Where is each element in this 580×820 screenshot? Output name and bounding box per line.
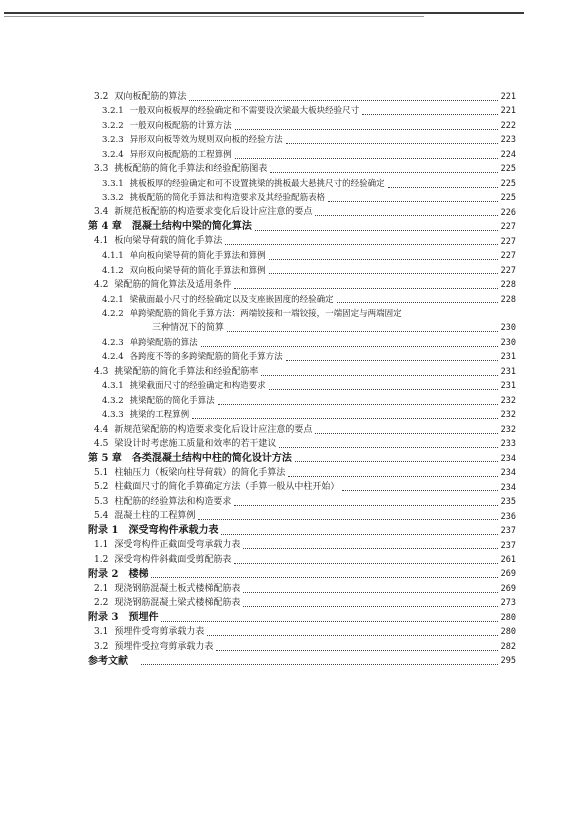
toc-chapter-entry [88,524,516,538]
toc-page-number: 231 [500,381,516,392]
toc-entry-title: 单跨梁配筋的算法 [129,337,198,348]
toc-entry [88,264,516,278]
toc-leader-dots [234,563,497,564]
toc-chapter-entry [88,452,516,466]
toc-entry-title: 异形双向板配筋的工程算例 [129,149,232,160]
toc-page-number: 234 [500,453,516,464]
toc-leader-dots [286,143,498,144]
toc-leader-dots [315,215,497,216]
toc-leader-dots [216,650,497,651]
toc-page-number: 273 [500,598,516,609]
toc-page-number: 236 [500,511,516,522]
toc-entry [88,437,516,451]
toc-leader-dots [218,404,498,405]
toc-entry [88,206,516,220]
toc-page-number: 227 [500,251,516,262]
toc-leader-dots [270,172,497,173]
toc-entry-title: 现浇钢筋混凝土板式楼梯配筋表 [114,583,241,594]
toc-entry [88,133,516,147]
toc-entry-title: 一般双向板配筋的计算方法 [129,120,232,131]
toc-page-number: 226 [500,207,516,218]
toc-entry-title: 挑梁的工程算例 [129,410,190,421]
toc-entry-title: 预埋件 [128,612,159,624]
toc-entry [88,191,516,205]
toc-entry-number: 4.1.1 [102,251,124,262]
toc-leader-dots [207,635,497,636]
toc-page-number: 221 [500,106,516,117]
toc-leader-dots [161,621,497,622]
toc-entry [88,278,516,292]
toc-entry-number: 4.5 [94,438,109,449]
toc-leader-dots [362,114,497,115]
toc-entry [88,350,516,364]
toc-entry-number: 3.2.1 [102,106,124,117]
toc-entry [88,293,516,307]
toc-page-number: 233 [500,439,516,450]
toc-entry-number: 参考文献 [88,655,128,667]
toc-entry-number: 3.2 [94,641,109,652]
toc-entry-number: 3.1 [94,627,109,638]
toc-entry-number: 3.2.3 [102,135,124,146]
toc-leader-dots [279,447,497,448]
toc-entry-title: 挑梁配筋的简化手算法和经验配筋率 [114,366,259,377]
toc-entry-title: 双向板配筋的算法 [114,91,187,102]
toc-chapter-entry [88,654,516,668]
toc-entry-title: 深受弯构件斜截面受剪配筋表 [114,554,232,565]
toc-page-number: 280 [500,612,516,623]
toc-page-number: 230 [500,323,516,334]
toc-entry-title: 板向梁导荷载的简化手算法 [114,236,223,247]
toc-entry [88,625,516,639]
toc-page-number: 232 [500,424,516,435]
toc-entry [88,249,516,263]
toc-entry-number: 4.3 [94,366,109,377]
toc-entry-title: 挑板配筋的简化手算法和构造要求及其经验配筋表格 [129,193,326,204]
toc-leader-dots [286,360,498,361]
toc-page-number: 227 [500,265,516,276]
toc-chapter-entry [88,611,516,625]
toc-entry [88,235,516,249]
toc-entry-title: 柱配筋的经验算法和构造要求 [114,496,232,507]
toc-entry [88,495,516,509]
toc-leader-dots [288,476,497,477]
toc-page-number: 230 [500,337,516,348]
toc-entry-title: 挑板板厚的经验确定和可不设置挑梁的挑板最大悬挑尺寸的经验确定 [129,178,385,189]
toc-entry-title: 楼梯 [128,568,149,580]
toc-page-number: 227 [500,222,516,233]
toc-leader-dots [328,201,497,202]
toc-leader-dots [261,375,497,376]
toc-entry-title: 三种情况下的简算 [152,323,225,334]
toc-entry-title: 预埋件受弯剪承载力表 [114,627,205,638]
toc-entry-title: 柱轴压力（板梁向柱导荷载）的简化手算法 [114,467,286,478]
toc-entry-title: 挑梁截面尺寸的经验确定和构造要求 [129,381,266,392]
toc-entry [88,408,516,422]
toc-page-number: 269 [500,569,516,580]
toc-entry-title: 挑梁配筋的简化手算法 [129,395,215,406]
toc-leader-dots [227,331,498,332]
toc-chapter-entry [88,220,516,234]
toc-entry-title: 单向板向梁导荷的简化手算法和算例 [129,251,266,262]
toc-page-number: 225 [500,178,516,189]
toc-leader-dots [234,288,497,289]
table-of-contents [88,90,516,669]
toc-entry [88,640,516,654]
toc-entry-number: 4.3.3 [102,410,124,421]
toc-entry-title: 预埋件受拉弯剪承载力表 [114,641,214,652]
toc-entry-number: 5.3 [94,496,109,507]
toc-entry [88,162,516,176]
toc-entry-title: 新规范板配筋的构造要求变化后设计应注意的要点 [114,207,313,218]
toc-entry-title: 混凝土结构中梁的简化算法 [131,221,252,233]
toc-page-number: 282 [500,641,516,652]
toc-leader-dots [269,259,498,260]
toc-entry-number: 1.1 [94,540,109,551]
toc-entry-number: 4.2.4 [102,352,124,363]
toc-entry [88,365,516,379]
toc-leader-dots [189,100,497,101]
toc-leader-dots [342,490,497,491]
toc-leader-dots [192,418,497,419]
toc-entry-number: 3.4 [94,207,109,218]
toc-page-number: 269 [500,583,516,594]
toc-entry [88,148,516,162]
toc-page-number: 261 [500,554,516,565]
toc-entry-number: 第 5 章 [88,452,122,464]
toc-entry-number: 3.2 [94,91,109,102]
toc-page-number: 228 [500,280,516,291]
toc-entry [88,307,516,321]
toc-page-number: 295 [500,656,516,667]
page-top-rule-secondary [4,16,424,17]
toc-entry-title: 柱截面尺寸的简化手算确定方法（手算一般从中柱开始） [114,482,340,493]
toc-entry [88,553,516,567]
toc-leader-dots [269,273,498,274]
toc-entry-number: 4.2.2 [102,309,124,320]
toc-page-number: 225 [500,164,516,175]
toc-page-number: 237 [500,540,516,551]
toc-page-number: 280 [500,627,516,638]
toc-entry-number: 4.2.1 [102,294,124,305]
toc-entry-title: 各跨度不等的多跨梁配筋的简化手算方法 [129,352,283,363]
toc-entry-title: 各类混凝土结构中柱的简化设计方法 [131,452,292,464]
toc-entry [88,423,516,437]
toc-leader-dots [388,187,498,188]
toc-leader-dots [243,548,497,549]
toc-entry [88,90,516,104]
toc-leader-dots [221,534,497,535]
toc-entry-title: 梁设计时考虑施工质量和效率的若干建议 [114,438,277,449]
toc-page-number: 231 [500,352,516,363]
toc-leader-dots [141,664,498,665]
toc-leader-dots [295,461,498,462]
toc-leader-dots [198,519,497,520]
toc-entry-number: 附录 2 [88,568,119,580]
toc-entry [88,336,516,350]
toc-page-number: 224 [500,149,516,160]
toc-entry-number: 附录 1 [88,525,119,537]
toc-entry [88,177,516,191]
toc-entry-title: 单跨梁配筋的简化手算方法：两端铰接和一端铰接，一端固定与两端固定 [129,309,402,320]
toc-page-number: 234 [500,468,516,479]
toc-entry-number: 第 4 章 [88,221,122,233]
toc-entry-number: 4.1.2 [102,265,124,276]
toc-entry-title: 双向板向梁导荷的简化手算法和算例 [129,265,266,276]
toc-entry [88,596,516,610]
toc-page-number: 232 [500,395,516,406]
toc-entry-title: 梁截面最小尺寸的经验确定以及支座嵌固度的经验确定 [129,294,334,305]
toc-leader-dots [337,302,498,303]
toc-page-number: 228 [500,294,516,305]
toc-entry-number: 3.3.1 [102,178,124,189]
toc-page-number: 225 [500,193,516,204]
toc-leader-dots [243,606,497,607]
toc-leader-dots [269,389,498,390]
toc-entry-number: 4.3.2 [102,395,124,406]
toc-page-number: 231 [500,366,516,377]
toc-entry-number: 附录 3 [88,612,119,624]
toc-entry-title: 深受弯构件正截面受弯承载力表 [114,540,241,551]
toc-entry [88,104,516,118]
toc-leader-dots [235,129,498,130]
toc-entry [88,322,516,336]
toc-entry [88,481,516,495]
toc-entry-number: 3.3 [94,164,109,175]
toc-leader-dots [315,433,497,434]
toc-entry [88,379,516,393]
toc-entry [88,119,516,133]
toc-leader-dots [243,592,497,593]
toc-page-number: 223 [500,135,516,146]
toc-entry-title: 混凝土柱的工程算例 [114,511,196,522]
toc-entry [88,394,516,408]
toc-page-number: 237 [500,526,516,537]
toc-entry-title: 梁配筋的简化算法及适用条件 [114,279,232,290]
toc-entry [88,582,516,596]
toc-entry [88,510,516,524]
toc-entry-number: 3.3.2 [102,193,124,204]
toc-page-number: 221 [500,91,516,102]
toc-entry [88,466,516,480]
toc-entry-title: 现浇钢筋混凝土梁式楼梯配筋表 [114,598,241,609]
toc-page-number: 222 [500,120,516,131]
toc-entry-number: 5.2 [94,482,109,493]
toc-leader-dots [225,244,497,245]
toc-entry-title: 一般双向板板厚的经验确定和不需要设次梁最大板块经验尺寸 [129,106,360,117]
toc-entry-number: 5.4 [94,511,109,522]
toc-entry-number: 1.2 [94,554,109,565]
toc-entry-number: 3.2.2 [102,120,124,131]
toc-chapter-entry [88,567,516,581]
toc-entry-number: 4.2.3 [102,337,124,348]
toc-entry-number: 2.2 [94,598,109,609]
toc-leader-dots [201,346,498,347]
toc-entry-title: 挑板配筋的简化手算法和经验配筋图表 [114,164,268,175]
toc-entry [88,539,516,553]
toc-page-number: 235 [500,497,516,508]
toc-entry-number: 4.3.1 [102,381,124,392]
page-top-rule [4,12,524,14]
toc-leader-dots [151,577,497,578]
toc-entry-number: 4.4 [94,424,109,435]
toc-page-number: 234 [500,482,516,493]
toc-entry-title: 异形双向板等效为规则双向板的经验方法 [129,135,283,146]
toc-entry-title: 新规范梁配筋的构造要求变化后设计应注意的要点 [114,424,313,435]
toc-entry-number: 4.2 [94,279,109,290]
toc-leader-dots [255,230,498,231]
toc-leader-dots [234,505,497,506]
toc-leader-dots [235,158,498,159]
toc-entry-number: 2.1 [94,583,109,594]
toc-entry-number: 5.1 [94,467,109,478]
toc-entry-number: 3.2.4 [102,149,124,160]
toc-page-number: 227 [500,236,516,247]
toc-entry-number: 4.1 [94,236,109,247]
toc-entry-title: 深受弯构件承载力表 [128,525,219,537]
toc-page-number: 232 [500,410,516,421]
